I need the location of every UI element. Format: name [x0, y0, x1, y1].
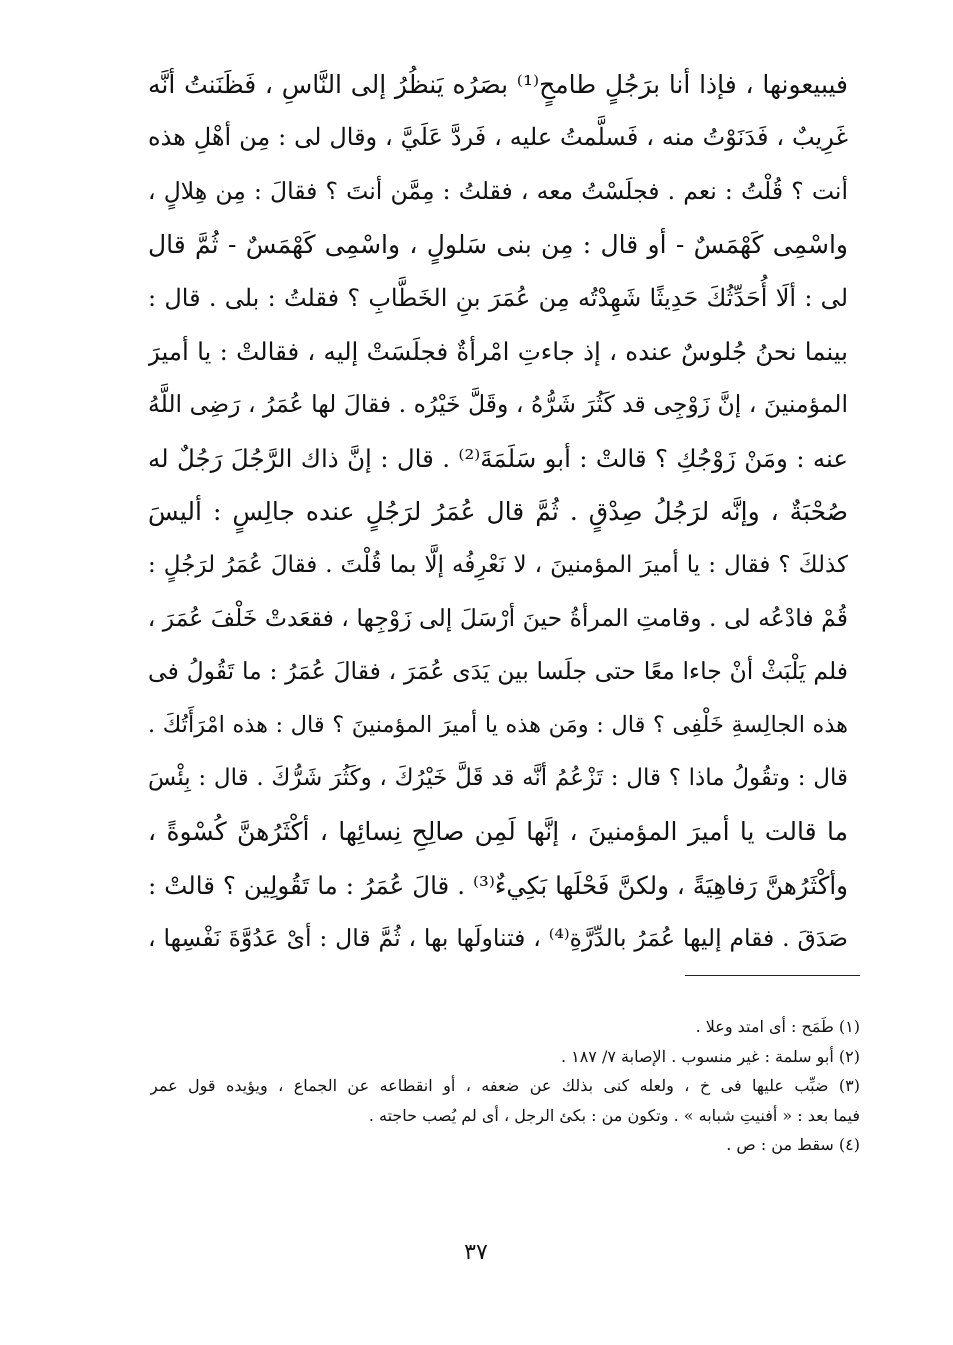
text-line: هذه الجالِسةِ خَلْفِى ؟ قال : ومَن هذه يا أميرَ المؤمنينَ ؟ قال : هذه امْرَأَتُكَ . — [148, 711, 848, 738]
page-number: ٣٧ — [464, 1240, 488, 1265]
text-line: قال : وتقُولُ ماذا ؟ قال : تَزْعُمُ أنَّه قد قَلَّ خَيْرُكَ ، وكَثُرَ شَرُّكَ . قال : بِئْسَ — [148, 765, 848, 792]
text-line: المؤمنينَ ، إنَّ زَوْجِى قد كَثُرَ شَرُّهُ ، وقَلَّ خَيْرُه . فقالَ لها عُمَرُ ، رَضِى اللَّهُ — [148, 390, 848, 419]
footnote-line: (٤) سقط من : ص . — [726, 1135, 860, 1154]
text-line: كذلكَ ؟ فقال : يا أميرَ المؤمنينَ ، لا نَعْرِفُه إلَّا بما قُلْتَ . فقالَ عُمَرُ لرَجُلٍ : — [148, 551, 848, 578]
text-line: أنت ؟ قُلْتُ : نعم . فجلَسْتُ معه ، فقلتُ : مِمَّن أنتَ ؟ فقالَ : مِن هِلالٍ ، — [148, 176, 848, 205]
text-line: وأكْثَرُهنَّ رَفاهِيَةً ، ولكنَّ فَحْلَها بَكِيءٌ⁽³⁾ . قالَ عُمَرُ : ما تَقُولِين ؟ قالتْ : — [148, 870, 848, 900]
main-text-block — [148, 58, 848, 966]
text-line: فلم يَلْبَثْ أنْ جاءا معًا حتى جلَسا بين يَدَى عُمَرَ ، فقالَ عُمَرُ : ما تَقُولُ فى — [148, 657, 848, 686]
text-line: لى : ألَا أُحَدِّثُكَ حَدِيثًا شَهِدْتُه مِن عُمَرَ بنِ الخَطَّابِ ؟ فقلتُ : بلى . قال : — [148, 283, 848, 312]
text-line: بينما نحنُ جُلوسٌ عنده ، إذ جاءتِ امْرأةٌ فجلَسَتْ إليه ، فقالتْ : يا أميرَ — [148, 336, 848, 366]
footnotes-block — [150, 1012, 860, 1160]
footnote-line: (٣) ضبِّب عليها فى خ ، ولعله كنى بذلك عن ضعفه ، أو انقطاعه عن الجماع ، ويؤيده قول عمر — [150, 1076, 860, 1095]
text-line: غَرِيبٌ ، فَدَنَوْتُ منه ، فَسلَّمتُ عليه ، فَردَّ عَلَيَّ ، وقال لى : مِن أهْلِ هذه — [148, 123, 848, 152]
text-line: صَدَقَ . فقام إليها عُمَرُ بالدِّرَّةِ⁽⁴⁾ ، فتناولَها بها ، ثُمَّ قال : أىْ عَدُوَّةَ نَفْسِها ، — [148, 924, 848, 953]
text-line: عنه : ومَنْ زَوْجُكِ ؟ قالتْ : أبو سَلَمَةَ⁽²⁾ . قال : إنَّ ذاك الرَّجُلَ رَجُلٌ له — [148, 443, 848, 473]
footnote-separator — [685, 975, 860, 976]
text-line: ما قالت يا أميرَ المؤمنينَ ، إنَّها لَمِن صالِحِ نِسائِها ، أكْثَرُهنَّ كُسْوةً ، — [148, 817, 848, 847]
text-line: واسْمِى كَهْمَسٌ - أو قال : مِن بنى سَلولٍ ، واسْمِى كَهْمَسٌ - ثُمَّ قال — [148, 230, 848, 260]
text-line: صُحْبَةٌ ، وإنَّه لرَجُلُ صِدْقٍ . ثُمَّ قال عُمَرُ لرَجُلٍ عنده جالِسٍ : أليسَ — [148, 497, 848, 527]
footnote-line: (١) طَمَح : أى امتد وعلا . — [695, 1017, 860, 1036]
text-line: قُمْ فادْعُه لى . وقامتِ المرأةُ حينَ أرْسَلَ إلى زَوْجِها ، فقعَدتْ خَلْفَ عُمَرَ ، — [148, 603, 848, 632]
footnote-line: فيما بعد : « أفنيتِ شبابه » . وتكون من : بكئ الرجل ، أى لم يُصب حاجته . — [368, 1105, 860, 1125]
footnote-line: (٢) أبو سلمة : غير منسوب . الإصابة ٧/ ١٨٧ . — [560, 1046, 860, 1066]
text-line: فيبيعونها ، فإذا أنا برَجُلٍ طامحٍ⁽¹⁾ بصَرُه يَنظُرُ إلى النَّاسِ ، فَظَنَنتُ أنَّه — [148, 70, 848, 99]
